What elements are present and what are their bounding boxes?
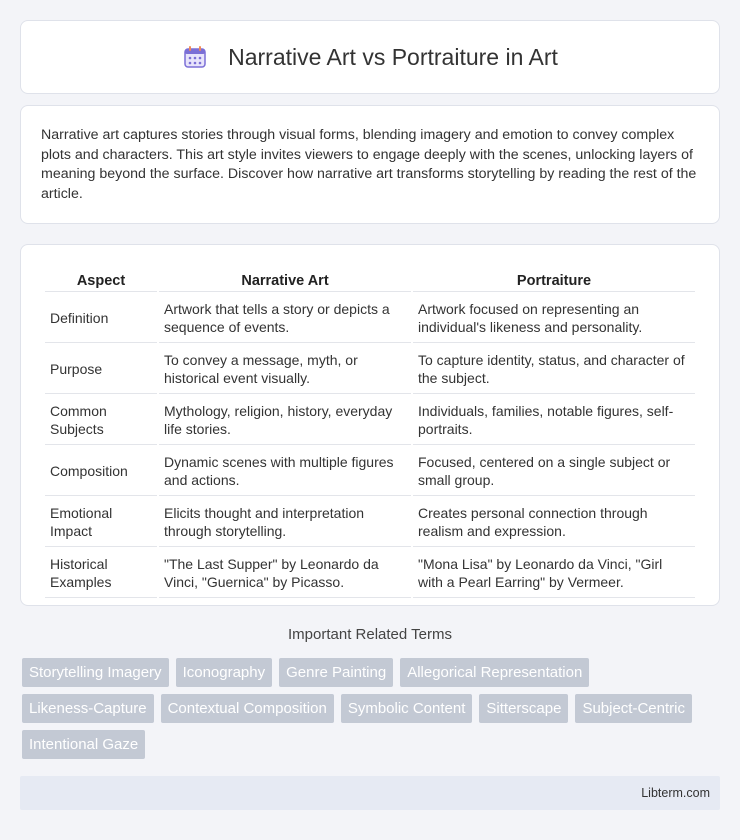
row-portraiture: To capture identity, status, and character of the subject. (413, 345, 695, 394)
row-aspect: Emotional Impact (45, 498, 157, 547)
footer-site-link[interactable]: Libterm.com (641, 786, 710, 800)
row-portraiture: Artwork focused on representing an individual's likeness and personality. (413, 294, 695, 343)
comparison-card (20, 244, 720, 606)
row-portraiture: Individuals, families, notable figures, self-portraits. (413, 396, 695, 445)
row-narrative: Elicits thought and interpretation through storytelling. (159, 498, 411, 547)
tag-storytelling-imagery[interactable]: Storytelling Imagery (22, 658, 169, 687)
tag-intentional-gaze[interactable]: Intentional Gaze (22, 730, 145, 759)
tag-likeness-capture[interactable]: Likeness-Capture (22, 694, 154, 723)
table-row (45, 549, 695, 598)
row-aspect: Common Subjects (45, 396, 157, 445)
column-header-narrative-art: Narrative Art (159, 267, 411, 292)
row-narrative: "The Last Supper" by Leonardo da Vinci, "Guernica" by Picasso. (159, 549, 411, 598)
header-card (20, 20, 720, 94)
related-terms-tags (22, 658, 722, 759)
row-portraiture: Focused, centered on a single subject or small group. (413, 447, 695, 496)
row-aspect: Composition (45, 447, 157, 496)
table-row (45, 345, 695, 394)
page-title: Narrative Art vs Portraiture in Art (228, 43, 558, 70)
row-portraiture: Creates personal connection through realism and expression. (413, 498, 695, 547)
table-row (45, 447, 695, 496)
row-aspect: Definition (45, 294, 157, 343)
table-row (45, 294, 695, 343)
tag-contextual-composition[interactable]: Contextual Composition (161, 694, 334, 723)
tag-sitterscape[interactable]: Sitterscape (479, 694, 568, 723)
row-aspect: Historical Examples (45, 549, 157, 598)
tag-subject-centric[interactable]: Subject-Centric (575, 694, 692, 723)
intro-text: Narrative art captures stories through visual forms, blending imagery and emotion to convey complex plots and characters. This art style invites viewers to engage deeply with the scenes, unlocking layers of meaning beyond the surface. Discover how narrative art transforms storytelling by reading the rest of the article. (41, 127, 697, 202)
tag-genre-painting[interactable]: Genre Painting (279, 658, 393, 687)
row-narrative: Artwork that tells a story or depicts a sequence of events. (159, 294, 411, 343)
row-aspect: Purpose (45, 345, 157, 394)
table-row (45, 498, 695, 547)
title-wrap (182, 44, 558, 71)
row-portraiture: "Mona Lisa" by Leonardo da Vinci, "Girl with a Pearl Earring" by Vermeer. (413, 549, 695, 598)
intro-card (20, 105, 720, 224)
row-narrative: Dynamic scenes with multiple figures and actions. (159, 447, 411, 496)
calendar-icon (182, 44, 208, 70)
row-narrative: To convey a message, myth, or historical event visually. (159, 345, 411, 394)
table-row (45, 396, 695, 445)
column-header-portraiture: Portraiture (413, 267, 695, 292)
table-header-row (45, 267, 695, 292)
tag-symbolic-content[interactable]: Symbolic Content (341, 694, 473, 723)
column-header-aspect: Aspect (45, 267, 157, 292)
tag-allegorical-representation[interactable]: Allegorical Representation (400, 658, 589, 687)
related-terms-heading: Important Related Terms (288, 626, 452, 643)
tag-iconography[interactable]: Iconography (176, 658, 273, 687)
footer (20, 776, 720, 810)
row-narrative: Mythology, religion, history, everyday life stories. (159, 396, 411, 445)
comparison-table (43, 265, 697, 600)
